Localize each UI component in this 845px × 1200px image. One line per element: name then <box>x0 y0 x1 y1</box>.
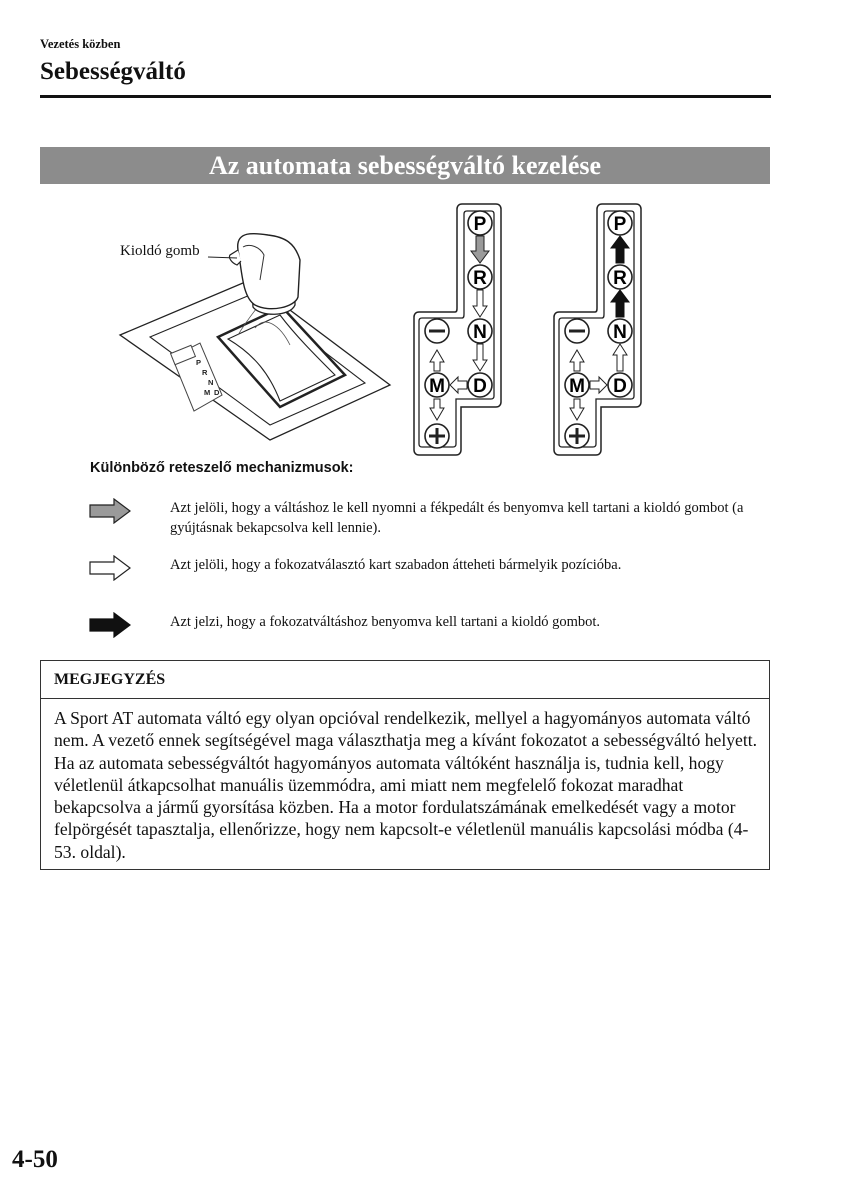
gate-right-p: P <box>613 214 627 235</box>
gate-left-n: N <box>473 322 487 343</box>
release-button-label: Kioldó gomb <box>120 243 200 259</box>
indicator-letter-n: N <box>208 378 214 387</box>
black-arrow-icon <box>88 612 132 638</box>
note-body: A Sport AT automata váltó egy olyan opcióval rendelkezik, mellyel a hagyományos automata váltó nem. A vezető ennek segítségével maga választhatja meg a kívánt fokozatot a sebességváltó helyett. Ha az automata sebességváltót hagyományos automata váltóként használja is, tudnia kell, hogy véletlenül átkapcsolhat manuális üzemmódra, ami miatt nem megfelelő fokozat maradhat bekapcsolva a jármű gyorsítása közben. Ha a motor fordulatszámának emelkedését vagy a motor felpörgését tapasztalja, ellenőrizze, hogy nem kapcsolt-e véletlenül manuális kapcsolási módba (4-53. oldal). <box>54 708 758 862</box>
gray-arrow-icon <box>88 498 132 524</box>
note-heading: MEGJEGYZÉS <box>41 661 769 699</box>
lock-mechanisms-heading: Különböző reteszelő mechanizmusok: <box>90 460 354 476</box>
page-number: 4-50 <box>12 1146 58 1173</box>
gate-right-d: D <box>613 376 627 397</box>
gate-left-r: R <box>473 268 487 289</box>
shift-gate-diagrams <box>410 200 650 460</box>
title-divider <box>40 95 771 98</box>
gate-left-m: M <box>429 376 445 397</box>
indicator-letter-d: D <box>214 388 220 397</box>
note-box <box>40 660 770 870</box>
indicator-letter-m: M <box>204 388 211 397</box>
indicator-letter-p: P <box>196 358 202 367</box>
breadcrumb: Vezetés közben <box>40 37 121 51</box>
indicator-letter-r: R <box>202 368 208 377</box>
page-title: Sebességváltó <box>40 58 186 85</box>
shift-gate-left <box>414 204 501 455</box>
gate-right-n: N <box>613 322 627 343</box>
section-banner: Az automata sebességváltó kezelése <box>40 147 770 184</box>
legend-text-white: Azt jelöli, hogy a fokozatválasztó kart szabadon átteheti bármelyik pozícióba. <box>170 557 622 573</box>
gate-left-d: D <box>473 376 487 397</box>
gate-right-r: R <box>613 268 627 289</box>
legend-text-black: Azt jelzi, hogy a fokozatváltáshoz benyomva kell tartani a kioldó gombot. <box>170 614 601 630</box>
gate-left-p: P <box>473 214 487 235</box>
white-arrow-icon <box>88 555 132 581</box>
shift-gate-right <box>554 204 641 455</box>
gate-right-m: M <box>569 376 585 397</box>
legend-text-gray: Azt jelöli, hogy a váltáshoz le kell nyomni a fékpedált és benyomva kell tartani a kioldó gombot (a gyújtásnak bekapcsolva kell lennie). <box>170 500 744 536</box>
